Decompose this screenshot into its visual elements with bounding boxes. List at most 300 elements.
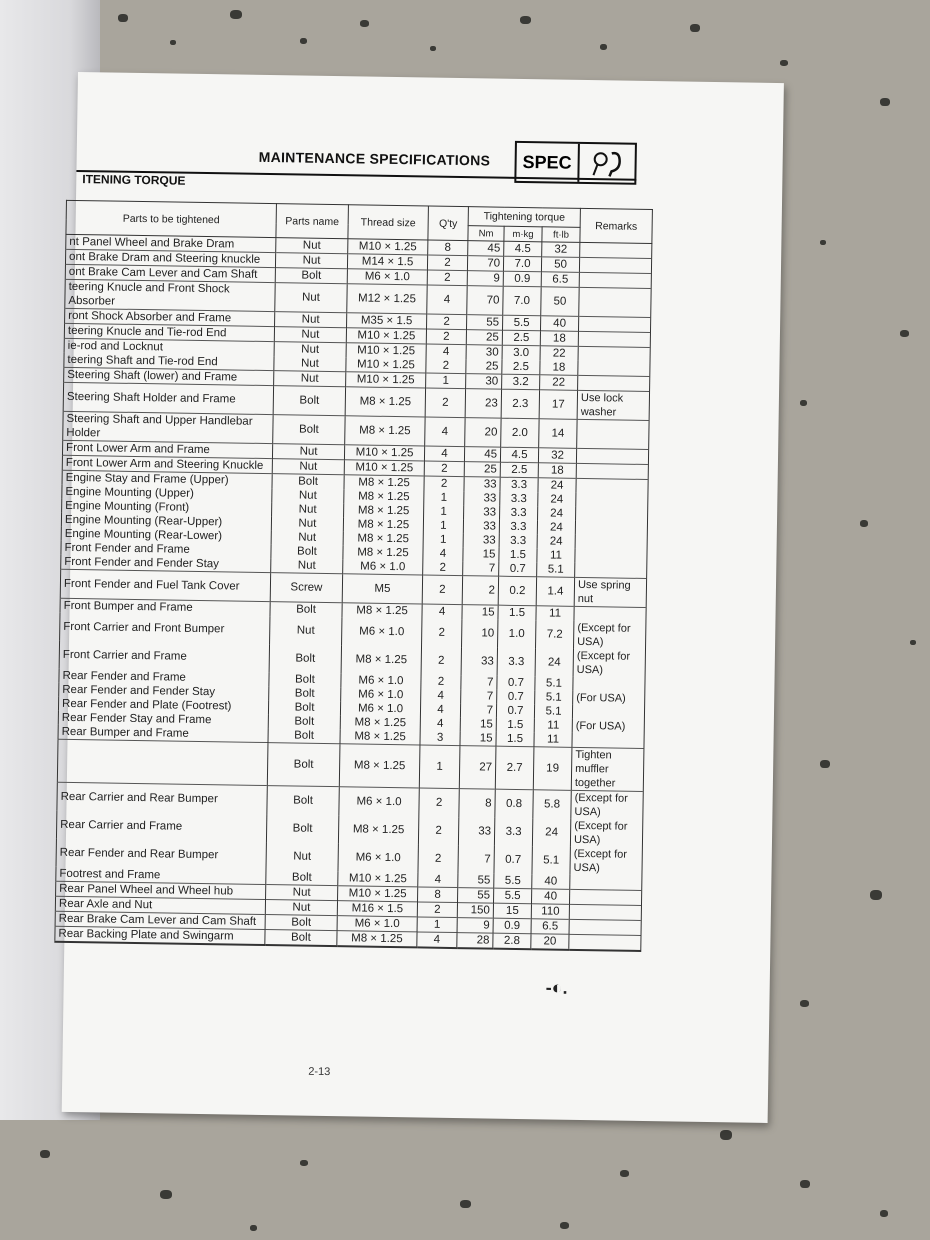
cell-remarks [578,331,650,347]
cell-ftlb: 18 [538,463,576,479]
cell-parts-name: Bolt [273,386,345,416]
cell-nm: 28 [457,933,493,949]
cell-qty: 2 [427,314,467,330]
cell-qty: 1 [426,373,466,389]
section-title: ITENING TORQUE [82,172,186,188]
cell-ftlb: 40 [540,316,578,332]
cell-ftlb: 11 [534,718,572,733]
cell-parts-name: Nut [272,459,344,475]
cell-qty: 8 [418,887,458,903]
cell-ftlb: 24 [532,818,570,847]
cell-remarks [575,549,647,564]
cell-thread-size: M8 × 1.25 [345,387,425,417]
cell-qty: 1 [423,518,463,533]
col-header-qty: Q'ty [428,206,469,241]
cell-parts-name: Nut [274,371,346,387]
cell-mkg: 3.3 [497,648,535,677]
cell-qty: 4 [423,546,463,561]
manual-page [58,72,784,1123]
cell-part: Steering Shaft (lower) and Frame [64,367,274,385]
cell-nm: 30 [466,374,502,390]
cell-parts-name: Bolt [271,544,343,559]
cell-mkg: 0.7 [496,704,534,719]
cell-parts-name: Bolt [268,700,340,715]
col-header-part: Parts to be tightened [66,200,277,237]
cell-part: Front Fender and Frame [61,541,271,558]
cell-ftlb: 24 [538,506,576,521]
torque-table-body [55,234,652,951]
cell-qty: 2 [418,844,458,873]
cell-remarks [579,287,651,317]
cell-remarks: Use spring nut [574,577,646,607]
cell-qty: 2 [426,359,466,374]
cell-thread-size: M5 [342,574,422,604]
cell-part: Rear Fender and Rear Bumper [56,839,266,870]
cell-ftlb: 32 [542,242,580,258]
cell-ftlb: 24 [537,520,575,535]
cell-part: Rear Axle and Nut [55,896,265,914]
cell-mkg: 2.3 [501,389,539,419]
cell-part: Rear Bumper and Frame [58,725,268,743]
cell-mkg: 7.0 [503,256,541,272]
cell-remarks [579,272,651,288]
cell-ftlb: 40 [531,889,569,905]
cell-thread-size: M8 × 1.25 [343,531,423,546]
cell-ftlb: 1.4 [536,577,574,607]
cell-mkg: 3.0 [502,345,540,360]
cell-qty: 3 [420,730,460,745]
cell-nm: 70 [467,256,503,272]
cell-ftlb: 11 [537,548,575,563]
cell-qty: 4 [427,285,467,315]
cell-thread-size: M8 × 1.25 [344,489,424,504]
cell-remarks [577,419,649,449]
cell-mkg: 3.3 [500,492,538,507]
cell-nm: 55 [458,888,494,904]
cell-part: Front Fender and Fuel Tank Cover [60,569,270,601]
cell-remarks: (Except for USA) [571,790,643,820]
cell-thread-size: M8 × 1.25 [343,545,423,560]
cell-mkg: 0.7 [499,562,537,577]
cell-part: Engine Mounting (Rear-Upper) [61,513,271,530]
cell-thread-size: M8 × 1.25 [341,645,421,674]
cell-nm: 15 [463,547,499,562]
cell-qty: 2 [421,646,461,675]
cell-ftlb: 19 [533,747,572,791]
cell-qty: 2 [425,388,465,418]
cell-parts-name: Nut [275,312,347,328]
cell-parts-name: Nut [274,356,346,372]
cell-thread-size: M14 × 1.5 [347,254,427,270]
cell-mkg: 2.0 [501,418,539,448]
cell-qty: 4 [417,932,457,948]
cell-nm: 33 [464,477,500,492]
cell-remarks: (Except for USA) [574,621,646,650]
cell-part: teering Shaft and Tie-rod End [64,353,274,371]
spec-label: SPEC [516,143,580,182]
cell-qty: 4 [420,702,460,717]
cell-ftlb: 5.1 [535,690,573,705]
cell-ftlb: 5.1 [537,562,575,577]
cell-parts-name: Nut [266,842,338,871]
cell-remarks [569,904,641,920]
cell-thread-size: M6 × 1.0 [340,701,420,716]
cell-part: Front Fender and Fender Stay [61,555,271,573]
cell-thread-size: M8 × 1.25 [339,744,420,788]
cell-part: Rear Brake Cam Lever and Cam Shaft [55,911,265,929]
cell-ftlb: 17 [539,390,577,420]
cell-remarks [575,521,647,536]
cell-part [57,739,268,785]
cell-ftlb: 24 [535,648,573,677]
cell-nm: 9 [467,271,503,287]
torque-table [54,200,653,952]
cell-nm: 7 [460,703,496,718]
cell-mkg: 1.5 [499,548,537,563]
cell-parts-name: Nut [274,327,346,343]
cell-parts-name: Bolt [272,474,344,490]
cell-qty: 1 [424,504,464,519]
cell-nm: 33 [463,519,499,534]
cell-nm: 9 [457,918,493,934]
cell-part: ront Shock Absorber and Frame [65,308,275,326]
cell-parts-name: Bolt [268,714,340,729]
cell-remarks: Use lock washer [577,390,649,420]
cell-parts-name: Bolt [270,602,342,618]
cell-part: Rear Carrier and Frame [56,811,266,842]
cell-parts-name: Nut [272,502,344,517]
cell-parts-name: Nut [275,253,347,269]
cell-qty: 2 [424,476,464,491]
cell-thread-size: M16 × 1.5 [337,901,417,917]
cell-qty: 2 [426,329,466,345]
cell-thread-size: M8 × 1.25 [342,603,422,619]
cell-thread-size: M6 × 1.0 [339,787,419,817]
cell-nm: 23 [465,389,501,419]
cell-part: nt Panel Wheel and Brake Dram [66,234,276,252]
cell-ftlb: 24 [537,534,575,549]
cell-nm: 33 [461,647,497,676]
cell-remarks [572,705,644,720]
cell-mkg: 5.5 [494,874,532,889]
cell-mkg: 0.7 [497,690,535,705]
cell-mkg: 4.5 [504,241,542,257]
cell-remarks: (For USA) [572,719,644,734]
cell-remarks [570,889,642,905]
cell-remarks [576,493,648,508]
cell-remarks [569,919,641,935]
cell-remarks [578,346,650,362]
cell-remarks [580,242,652,258]
cell-ftlb: 50 [541,257,579,273]
cell-parts-name: Bolt [266,870,338,886]
cell-remarks [579,257,651,273]
cell-remarks [572,733,644,749]
cell-parts-name: Bolt [269,672,341,687]
cell-part: ont Brake Cam Lever and Cam Shaft [65,264,275,282]
cell-qty: 1 [417,917,457,933]
cell-mkg: 5.5 [493,888,531,904]
cell-parts-name: Nut [271,558,343,574]
cell-ftlb: 40 [532,874,570,889]
cell-nm: 7 [461,675,497,690]
cell-thread-size: M8 × 1.25 [344,503,424,518]
cell-remarks [574,606,646,622]
cell-nm: 33 [458,817,494,846]
col-header-name: Parts name [276,204,349,239]
cell-mkg: 0.9 [493,918,531,934]
cell-part: teering Knucle and Front Shock Absorber [65,279,275,311]
col-header-ftlb: ft·lb [542,227,580,243]
cell-qty: 4 [424,446,464,462]
cell-thread-size: M8 × 1.25 [337,931,417,948]
cell-parts-name: Bolt [265,915,337,931]
cell-parts-name: Bolt [269,644,341,673]
cell-nm: 33 [464,505,500,520]
cell-nm: 25 [466,359,502,374]
cell-part: Engine Stay and Frame (Upper) [62,470,272,488]
cell-remarks: Tighten muffler together [571,747,644,791]
cell-part: Rear Backing Plate and Swingarm [55,926,265,945]
cell-thread-size: M10 × 1.25 [346,328,426,344]
cell-part: Engine Mounting (Upper) [62,485,272,502]
cell-qty: 2 [427,255,467,271]
cell-thread-size: M8 × 1.25 [340,729,420,745]
cell-nm: 10 [462,619,498,648]
cell-mkg: 4.5 [500,447,538,463]
cell-parts-name: Nut [270,616,342,645]
cell-thread-size: M35 × 1.5 [347,313,427,329]
cell-remarks: (Except for USA) [570,819,642,848]
cell-parts-name: Bolt [268,728,340,744]
cell-mkg: 3.2 [502,374,540,390]
cell-mkg: 5.5 [502,315,540,331]
cell-part: Front Lower Arm and Frame [62,440,272,458]
cell-parts-name: Nut [276,238,348,254]
cell-nm: 7 [461,689,497,704]
cell-part: Rear Carrier and Rear Bumper [57,782,267,814]
cell-part: Footrest and Frame [56,867,266,885]
cell-nm: 150 [457,903,493,919]
cell-part: Front Lower Arm and Steering Knuckle [62,455,272,473]
cell-qty: 2 [419,788,459,817]
cell-ftlb: 18 [540,360,578,375]
cell-ftlb: 20 [531,934,569,950]
cell-qty: 8 [428,240,468,256]
cell-ftlb: 7.2 [536,620,574,649]
cell-remarks [578,361,650,377]
cell-parts-name: Nut [271,530,343,545]
cell-part: Front Carrier and Front Bumper [60,613,270,644]
cell-thread-size: M10 × 1.25 [344,445,424,461]
cell-part: Rear Fender and Plate (Footrest) [58,697,268,714]
cell-remarks [570,875,642,891]
cell-nm: 2 [462,576,498,606]
cell-ftlb: 5.1 [535,676,573,691]
cell-ftlb: 5.8 [533,790,571,819]
cell-nm: 7 [458,845,494,874]
cell-mkg: 0.7 [497,676,535,691]
cell-mkg: 3.3 [500,506,538,521]
cell-part: Steering Shaft Holder and Frame [63,382,273,414]
cell-qty: 4 [422,604,462,619]
cell-remarks [579,316,651,332]
cell-remarks: (Except for USA) [570,847,642,876]
cell-qty: 1 [424,490,464,505]
cell-qty: 4 [418,872,458,887]
cell-part: Front Carrier and Frame [59,641,269,672]
cell-ftlb: 50 [541,287,579,317]
cell-remarks [576,478,648,494]
col-header-mkg: m·kg [504,226,542,242]
cell-parts-name: Bolt [266,814,338,843]
cell-thread-size: M10 × 1.25 [346,343,426,359]
cell-remarks: (Except for USA) [573,649,645,678]
cell-parts-name: Bolt [269,686,341,701]
cell-mkg: 3.3 [494,818,532,847]
cell-ftlb: 22 [540,375,578,391]
cell-qty: 2 [424,461,464,477]
cell-thread-size: M10 × 1.25 [344,460,424,476]
cell-part: ont Brake Dram and Steering knuckle [65,249,275,267]
cell-thread-size: M8 × 1.25 [343,517,423,532]
cell-qty: 1 [423,532,463,547]
cell-ftlb: 6.5 [531,919,569,935]
cell-mkg: 1.5 [498,605,536,620]
cell-mkg: 0.9 [503,271,541,287]
cell-nm: 25 [466,330,502,346]
cell-nm: 8 [459,789,495,818]
cell-mkg: 1.0 [498,620,536,649]
cell-nm: 25 [464,462,500,478]
cell-nm: 45 [468,241,504,257]
cell-nm: 27 [459,746,496,790]
cell-remarks [576,463,648,479]
cell-mkg: 2.8 [493,933,531,949]
cell-remarks [575,563,647,579]
cell-remarks [575,535,647,550]
cell-qty: 4 [421,688,461,703]
cell-nm: 20 [465,418,501,448]
cell-nm: 33 [463,533,499,548]
cell-qty: 2 [418,816,458,845]
cell-parts-name: Nut [275,283,347,313]
cell-qty: 2 [421,674,461,689]
cell-mkg: 3.3 [500,477,538,492]
cell-part: Rear Panel Wheel and Wheel hub [56,881,266,899]
cell-mkg: 2.5 [500,462,538,478]
cell-parts-name: Nut [266,885,338,901]
cell-parts-name: Bolt [265,930,337,947]
cell-thread-size: M6 × 1.0 [343,559,423,575]
cell-mkg: 1.5 [496,718,534,733]
cell-parts-name: Nut [271,516,343,531]
cell-mkg: 0.8 [495,789,533,818]
lock-symbol-icon: -◐. [545,977,568,998]
col-header-remarks: Remarks [580,208,653,243]
cell-parts-name: Screw [270,573,342,603]
cell-mkg: 1.5 [496,732,534,747]
col-header-thread: Thread size [348,205,429,240]
cell-qty: 4 [426,344,466,359]
cell-thread-size: M6 × 1.0 [338,843,418,872]
cell-ftlb: 32 [538,448,576,464]
cell-thread-size: M8 × 1.25 [344,475,424,491]
cell-ftlb: 24 [538,478,576,493]
cell-qty: 2 [422,618,462,647]
cell-qty: 2 [423,560,463,575]
cell-thread-size: M6 × 1.0 [337,916,417,932]
cell-qty: 2 [417,902,457,918]
cell-mkg: 0.7 [494,846,532,875]
cell-parts-name: Bolt [267,786,339,816]
cell-qty: 4 [425,417,465,447]
cell-thread-size: M6 × 1.0 [347,269,427,285]
cell-nm: 45 [464,447,500,463]
cell-nm: 15 [460,731,496,746]
cell-remarks [576,448,648,464]
col-header-nm: Nm [468,226,504,242]
cell-thread-size: M6 × 1.0 [342,617,422,646]
cell-thread-size: M10 × 1.25 [338,886,418,902]
cell-mkg: 3.3 [499,520,537,535]
cell-part: Front Bumper and Frame [60,598,270,616]
cell-mkg: 7.0 [503,286,541,316]
cell-qty: 4 [420,716,460,731]
cell-parts-name: Nut [274,342,346,358]
cell-mkg: 15 [493,903,531,919]
cell-ftlb: 110 [531,904,569,920]
cell-nm: 55 [458,873,494,888]
cell-remarks [578,375,650,391]
cell-parts-name: Nut [265,900,337,916]
cell-nm: 33 [464,491,500,506]
cell-ftlb: 22 [540,346,578,361]
cell-thread-size: M10 × 1.25 [348,239,428,255]
cell-parts-name: Nut [272,488,344,503]
cell-nm: 15 [460,717,496,732]
cell-parts-name: Bolt [275,268,347,284]
cell-nm: 7 [463,561,499,576]
cell-thread-size: M10 × 1.25 [338,871,418,887]
cell-ftlb: 6.5 [541,272,579,288]
page-number: 2-13 [308,1065,331,1079]
cell-ftlb: 11 [536,606,574,621]
cell-thread-size: M8 × 1.25 [340,715,420,730]
cell-nm: 55 [467,315,503,331]
cell-thread-size: M6 × 1.0 [341,687,421,702]
cell-remarks [576,507,648,522]
cell-ftlb: 11 [534,732,572,747]
cell-qty: 2 [427,270,467,286]
cell-part: Rear Fender and Frame [59,669,269,686]
cell-remarks [569,934,641,951]
cell-mkg: 2.7 [495,746,534,790]
cell-parts-name: Bolt [267,743,340,787]
cell-ftlb: 5.1 [532,846,570,875]
cell-thread-size: M10 × 1.25 [346,372,426,388]
cell-ftlb: 24 [538,492,576,507]
cell-nm: 70 [467,286,503,316]
cell-mkg: 2.5 [502,330,540,346]
cell-parts-name: Nut [272,444,344,460]
cell-thread-size: M12 × 1.25 [347,284,427,314]
cell-mkg: 2.5 [502,360,540,375]
cell-thread-size: M10 × 1.25 [346,357,426,373]
cell-thread-size: M8 × 1.25 [338,815,418,844]
cell-ftlb: 18 [540,331,578,347]
cell-part: ie-rod and Locknut [64,338,274,356]
